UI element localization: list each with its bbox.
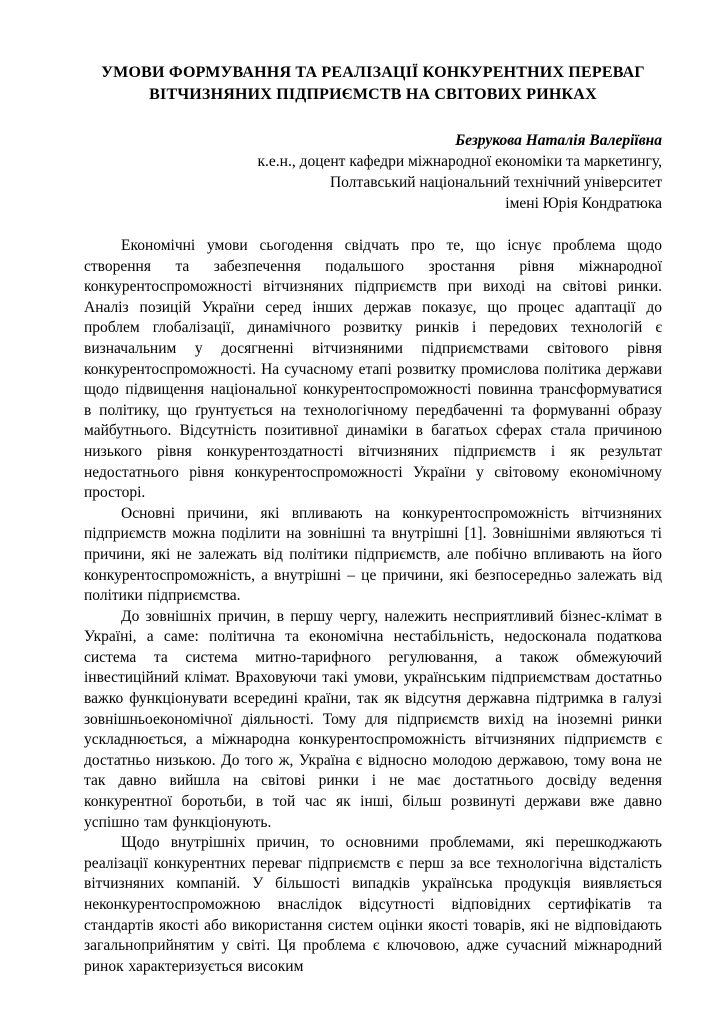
article-body	[84, 236, 662, 977]
paragraph-2: Основні причини, які впливають на конкурентоспроможність вітчизняних підприємств можна поділити на зовнішні та внутрішні [1]. Зовнішніми являються ті причини, які не залежать від політики підприємств, але побічно впливають на його конкурентоспроможність, а внутрішні – це причини, які безпосередньо залежать від політики підприємства.	[84, 504, 662, 605]
affiliation-line-3: імені Юрія Кондратюка	[505, 195, 662, 212]
paragraph-3: До зовнішніх причин, в першу чергу, належить несприятливий бізнес-клімат в Україні, а саме: політична та економічна нестабільність, недосконала податкова система та система митно-тарифного регулювання, а також обмежуючий інвестиційний клімат. Враховуючи такі умови, українським підприємствам достатньо важко функціонувати всередині країни, так як відсутня державна підтримка в галузі зовнішньоекономічної діяльності. Тому для підприємств вихід на іноземні ринки ускладнюється, а міжнародна конкурентоспроможність вітчизняних підприємств є достатньо низькою. До того ж, Україна є відносно молодою державою, тому вона не так давно вийшла на світові ринки і не має достатнього досвіду ведення конкурентної боротьби, в той час як інші, більш розвинуті держави вже давно успішно там функціонують.	[84, 607, 662, 831]
author-name: Безрукова Наталія Валеріївна	[455, 132, 662, 149]
paragraph-1: Економічні умови сьогодення свідчать про те, що існує проблема щодо створення та забезпечення подальшого зростання рівня міжнародної конкурентоспроможності вітчизняних підприємств при виході на світові ринки. Аналіз позицій України серед інших держав показує, що процес адаптації до проблем глобалізації, динамічного розвитку ринків і передових технологій є визначальним у досягненні вітчизняними підприємствами світового рівня конкурентоспроможності. На сучасному етапі розвитку промислова політика держави щодо підвищення національної конкурентоспроможності повинна трансформуватися в політику, що ґрунтується на технологічному передбаченні та формуванні образу майбутнього. Відсутність позитивної динаміки в багатьох сферах стала причиною низького рівня конкурентоздатності вітчизняних підприємств і як результат недостатнього рівня конкурентоспроможності України у світовому економічному просторі.	[84, 237, 662, 502]
affiliation-line-1: к.е.н., доцент кафедри міжнародної економіки та маркетингу,	[257, 153, 662, 170]
affiliation-line-2: Полтавський національний технічний університет	[329, 174, 662, 191]
author-block	[84, 130, 662, 214]
article-title: УМОВИ ФОРМУВАННЯ ТА РЕАЛІЗАЦІЇ КОНКУРЕНТНИХ ПЕРЕВАГ ВІТЧИЗНЯНИХ ПІДПРИЄМСТВ НА СВІТОВИХ РИНКАХ	[101, 64, 645, 103]
paragraph-4: Щодо внутрішніх причин, то основними проблемами, які перешкоджають реалізації конкурентних переваг підприємств є перш за все технологічна відсталість вітчизняних компаній. У більшості випадків українська продукція виявляється неконкурентоспроможною внаслідок відсутності відповідних сертифікатів та стандартів якості або використання систем оцінки якості товарів, які не відповідають загальноприйнятим у світі. Ця проблема є ключовою, адже сучасний міжнародний ринок характеризується високим	[84, 834, 662, 975]
